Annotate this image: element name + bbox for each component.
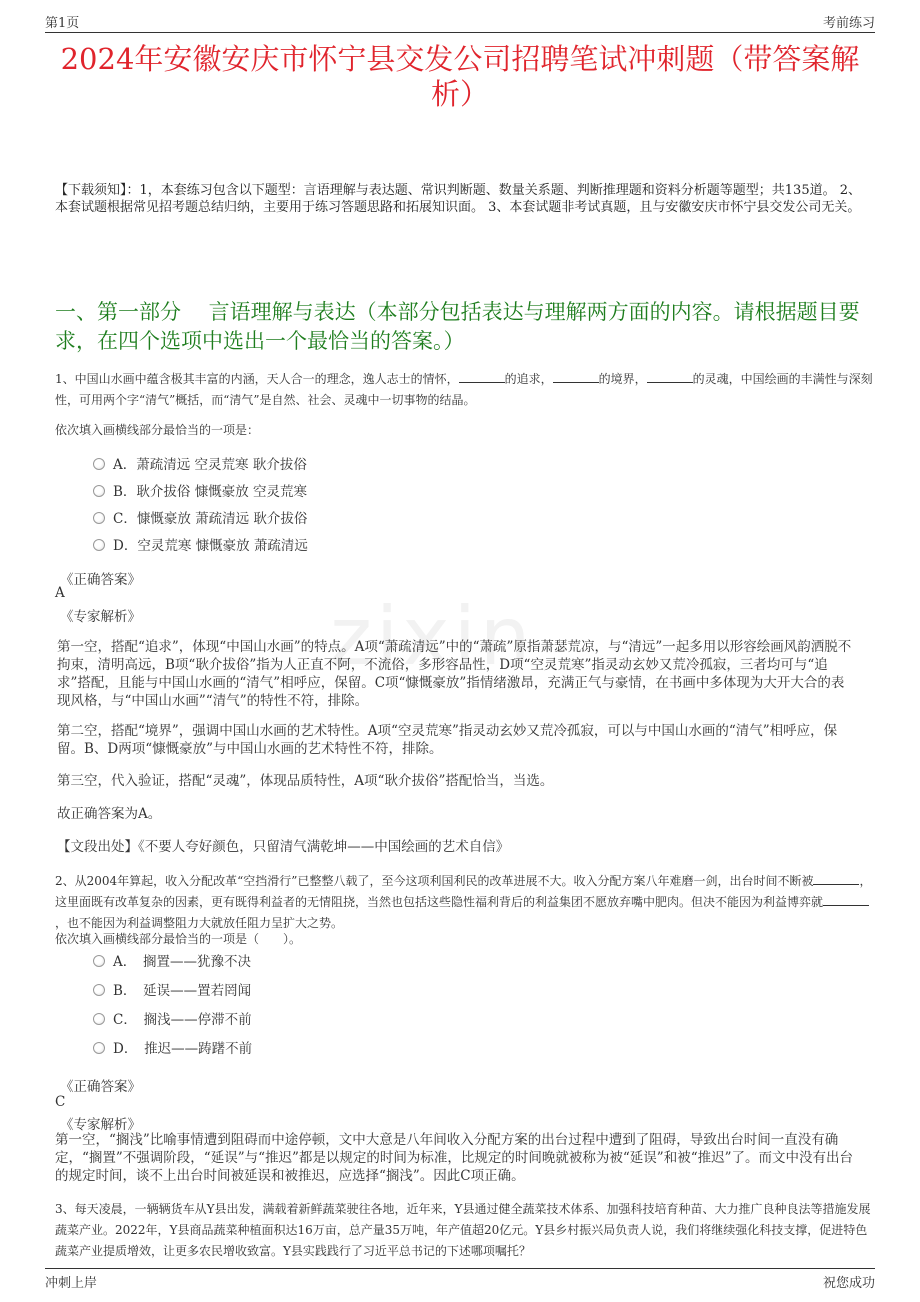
analysis-paragraph: 第一空，搭配“追求”，体现“中国山水画”的特点。A项“萧疏清远”中的“萧疏”原指萧瑟荒凉，与“清远”一起多用以形容绘画风韵洒脱不拘束，清明高远，B项“耿介拔俗”指为人正直不阿，不流俗，多形容品性，D项“空灵荒寒”指灵动玄妙又荒冷孤寂，三者均可与“追求”搭配，且能与中国山水画的“清气”相呼应，保留。C项“慷慨豪放”指情绪激昂，充满正气与豪情，在书画中多体现为大开大合的表现风格，与“中国山水画”“清气”的特性不符，排除。 — [57, 639, 852, 709]
radio-icon[interactable] — [93, 512, 105, 524]
page-header — [45, 12, 875, 33]
watermark: zixin — [330, 590, 535, 683]
option-c[interactable]: C． 搁浅——停滞不前 — [93, 1006, 252, 1035]
blank — [553, 382, 599, 383]
option-b[interactable]: B．耿介拔俗 慷慨豪放 空灵荒寒 — [93, 479, 308, 506]
download-notice: 【下载须知】：1，本套练习包含以下题型：言语理解与表达题、常识判断题、数量关系题、判断推理题和资料分析题等题型；共135道。 2、本套试题根据常见招考题总结归纳，主要用于练习答题思路和拓展知识面。 3、本套试题非考试真题，且与安徽安庆市怀宁县交发公司无关。 — [55, 183, 861, 215]
header-label: 考前练习 — [822, 16, 875, 31]
option-d[interactable]: D．空灵荒寒 慷慨豪放 萧疏清远 — [93, 533, 308, 560]
radio-icon[interactable] — [93, 955, 105, 967]
text-source: 【文段出处】《不要人夸好颜色，只留清气满乾坤——中国绘画的艺术自信》 — [57, 839, 510, 855]
footer-right: 祝您成功 — [822, 1276, 875, 1291]
question-1-options — [93, 452, 308, 560]
analysis-paragraph: 第二空，搭配“境界”，强调中国山水画的艺术特性。A项“空灵荒寒”指灵动玄妙又荒冷孤寂，可以与中国山水画的“清气”相呼应，保留。B、D两项“慷慨豪放”与中国山水画的艺术特性不符，排除。 — [57, 723, 838, 757]
option-c[interactable]: C．慷慨豪放 萧疏清远 耿介拔俗 — [93, 506, 308, 533]
blank — [647, 382, 693, 383]
radio-icon[interactable] — [93, 1013, 105, 1025]
blank — [459, 382, 505, 383]
question-2-stem: 2、从2004年算起，收入分配改革“空挡滑行”已整整八载了，至今这项利国利民的改革进展不大。收入分配方案八年难磨一剑，出台时间不断被 ，这里面既有改革复杂的因素，更有既得利益者的无情阻挠，当然也包括这些隐性福利背后的利益集团不愿放弃嘴中肥肉。但决不能因为利益博弈就，也不能因为利益调整阻力大就放任阻力呈扩大之势。 — [55, 874, 872, 930]
blank — [823, 905, 869, 906]
answer-label: 《正确答案》 — [60, 1079, 141, 1095]
page-footer — [45, 1268, 875, 1292]
answer-label: 《正确答案》 — [60, 572, 141, 588]
analysis-paragraph: 故正确答案为A。 — [57, 806, 162, 822]
option-a[interactable]: A．萧疏清远 空灵荒寒 耿介拔俗 — [93, 452, 308, 479]
question-2-prompt: 依次填入画横线部分最恰当的一项是（ ）。 — [55, 932, 302, 946]
correct-answer: A — [55, 585, 65, 601]
radio-icon[interactable] — [93, 458, 105, 470]
analysis-paragraph: 第一空，“搁浅”比喻事情遭到阻碍而中途停顿，文中大意是八年间收入分配方案的出台过程中遭到了阻碍，导致出台时间一直没有确定，“搁置”不强调阶段，“延误”与“推迟”都是以规定的时间为标准，比规定的时间晚就被称为被“延误”和被“推迟”了。而文中没有出台的规定时间，谈不上出台时间被延误和被推迟，应选择“搁浅”。因此C项正确。 — [55, 1132, 854, 1184]
document-title: 2024年安徽安庆市怀宁县交发公司招聘笔试冲刺题（带答案解析） — [60, 42, 860, 111]
option-a[interactable]: A． 搁置——犹豫不决 — [93, 948, 252, 977]
page-number: 第1页 — [45, 16, 80, 31]
radio-icon[interactable] — [93, 485, 105, 497]
question-1-stem: 1、中国山水画中蕴含极其丰富的内涵，天人合一的理念，逸人志士的情怀， 的追求， 的境界， 的灵魂，中国绘画的丰满性与深刻性，可用两个字“清气”概括，而“清气”是自然、社会、灵魂中一切事物的结晶。 — [55, 372, 873, 407]
option-b[interactable]: B． 延误——置若罔闻 — [93, 977, 252, 1006]
correct-answer: C — [55, 1094, 66, 1110]
question-3-stem: 3、每天凌晨，一辆辆货车从Y县出发，满载着新鲜蔬菜驶往各地，近年来，Y县通过健全蔬菜技术体系、加强科技培育种苗、大力推广良种良法等措施发展蔬菜产业。2022年，Y县商品蔬菜种植面积达16万亩，总产量35万吨，年产值超20亿元。Y县乡村振兴局负责人说，我们将继续强化科技支撑，促进特色蔬菜产业提质增效，让更多农民增收致富。Y县实践践行了习近平总书记的下述哪项嘱托？ — [55, 1202, 871, 1258]
section-heading: 一、第一部分 言语理解与表达（本部分包括表达与理解两方面的内容。请根据题目要求，在四个选项中选出一个最恰当的答案。） — [55, 300, 860, 353]
analysis-label: 《专家解析》 — [60, 1117, 141, 1133]
blank — [813, 884, 859, 885]
analysis-label: 《专家解析》 — [60, 609, 141, 625]
radio-icon[interactable] — [93, 984, 105, 996]
radio-icon[interactable] — [93, 1042, 105, 1054]
option-d[interactable]: D． 推迟——踌躇不前 — [93, 1035, 252, 1064]
footer-left: 冲刺上岸 — [45, 1276, 98, 1291]
analysis-paragraph: 第三空，代入验证，搭配“灵魂”，体现品质特性，A项“耿介拔俗”搭配恰当，当选。 — [57, 773, 554, 789]
question-2-options — [93, 948, 252, 1064]
question-1-prompt: 依次填入画横线部分最恰当的一项是： — [55, 423, 260, 437]
radio-icon[interactable] — [93, 539, 105, 551]
